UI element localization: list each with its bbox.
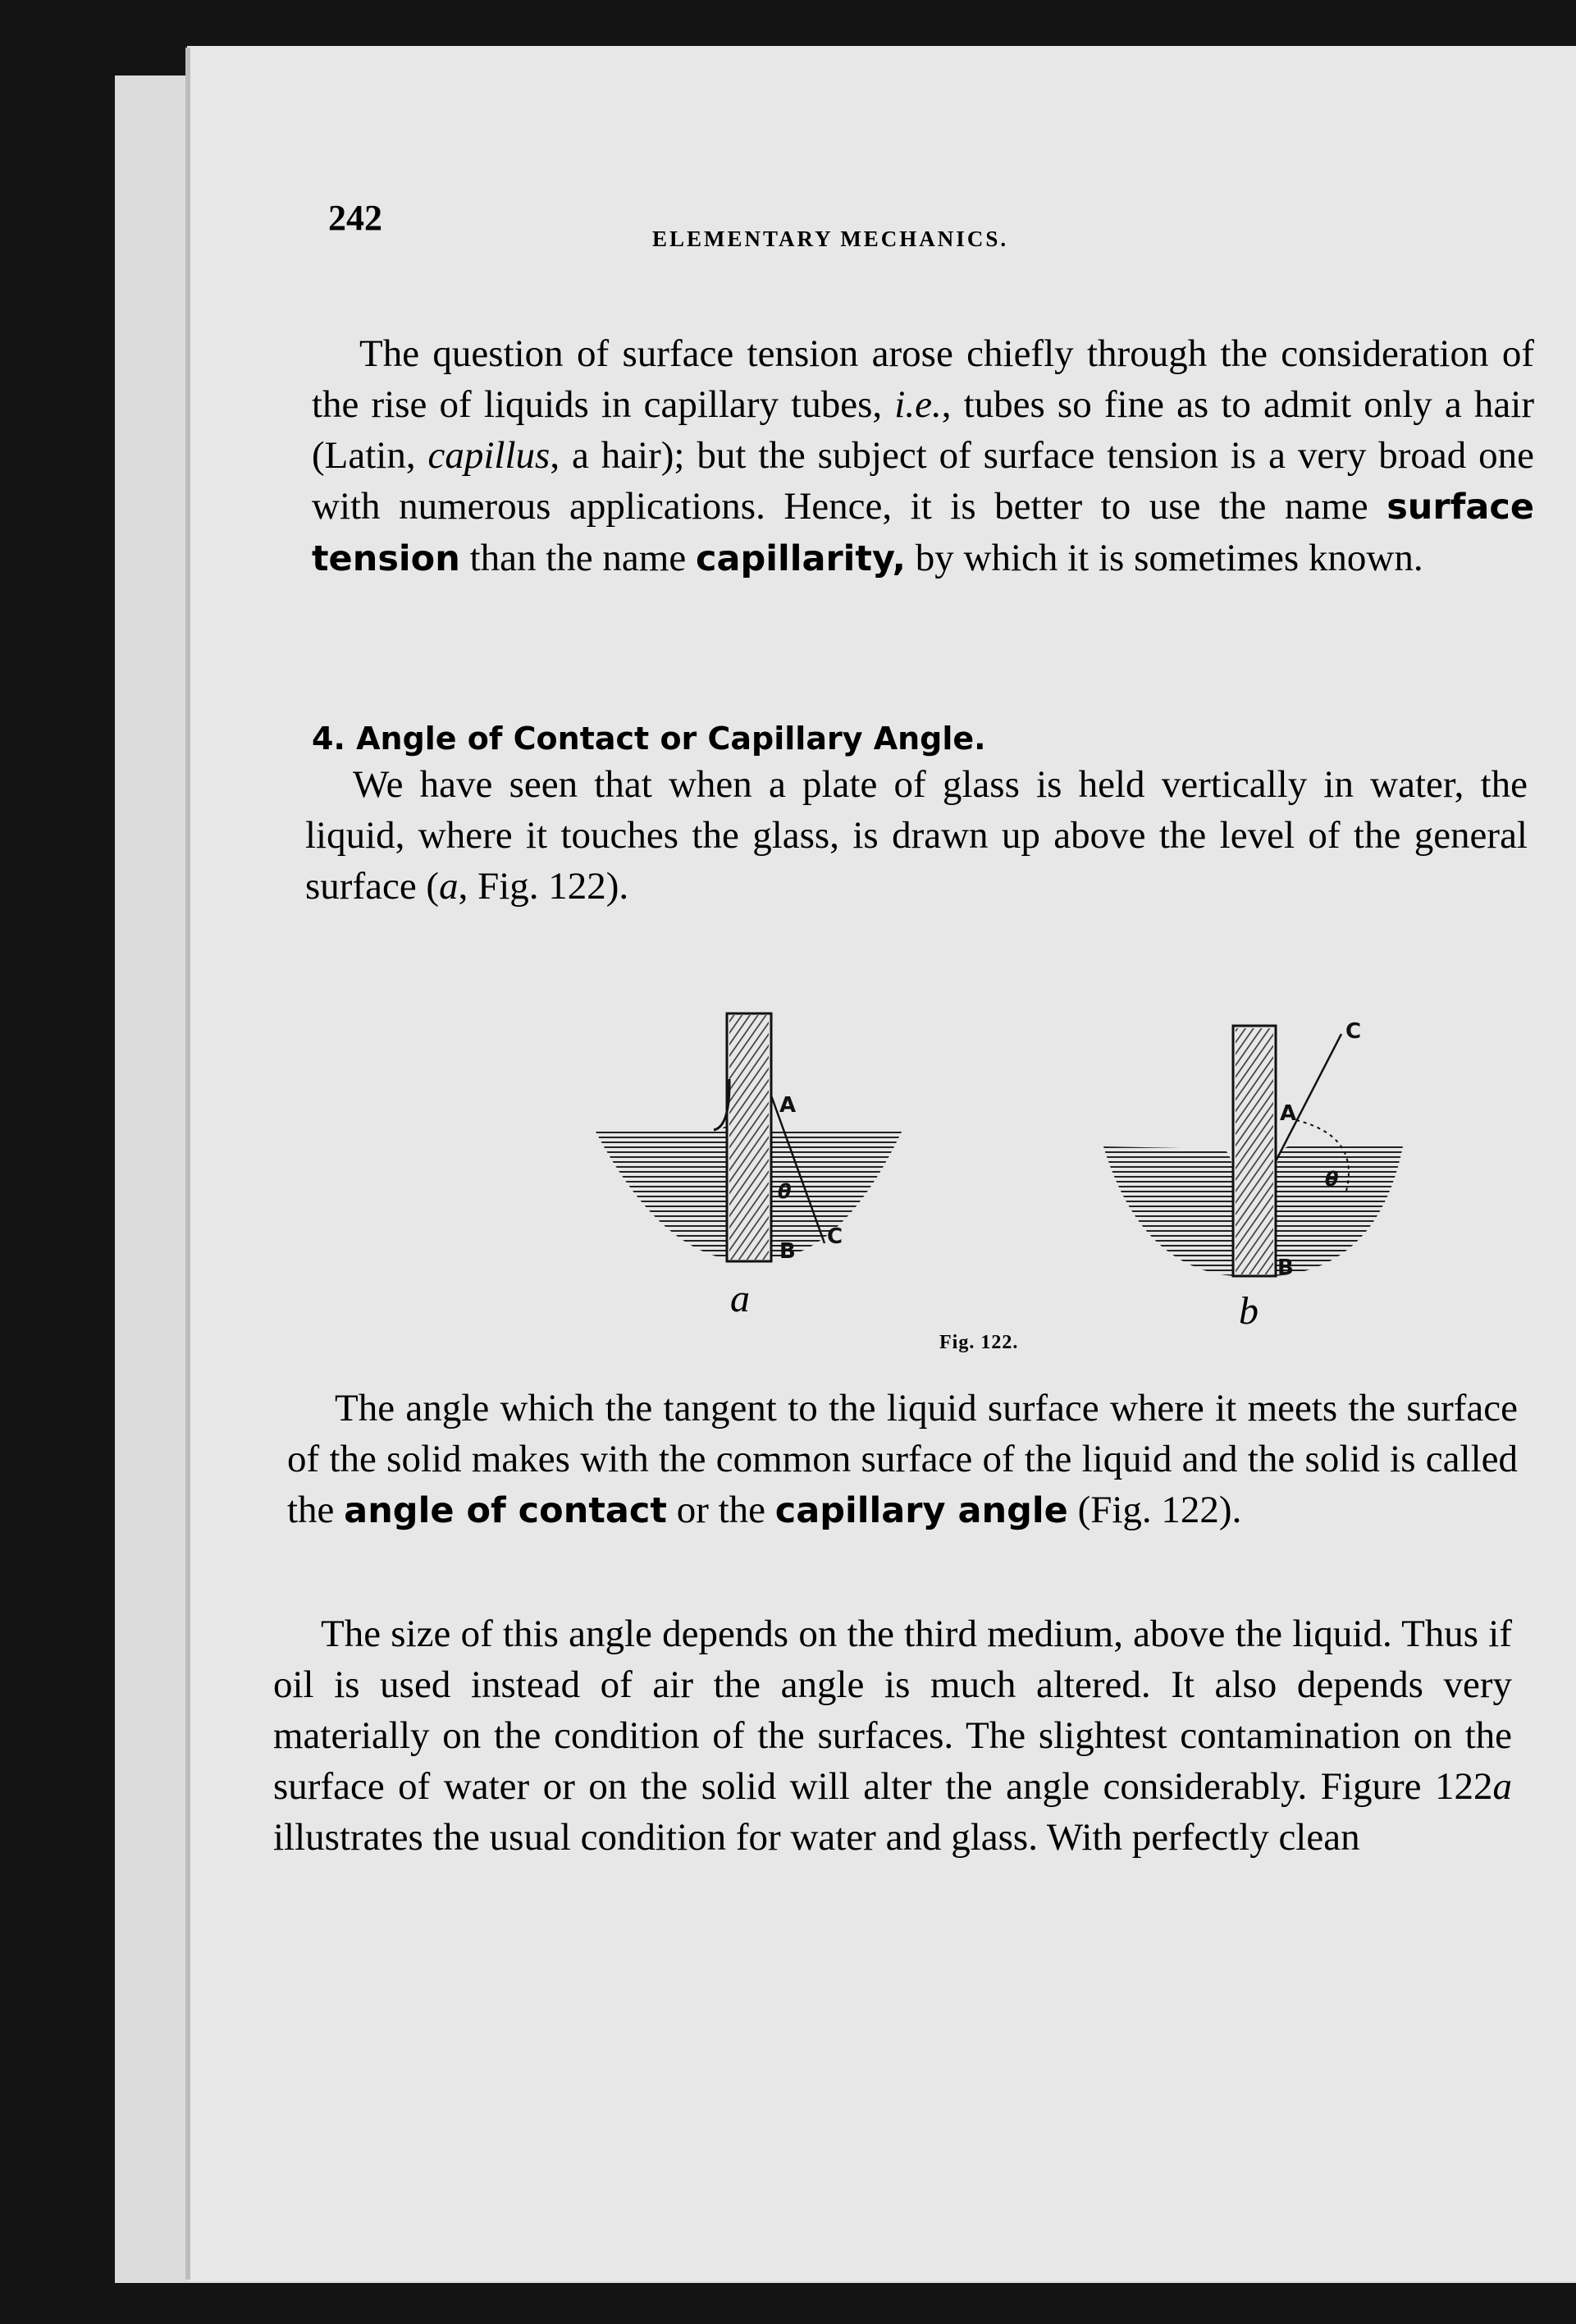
page-header xyxy=(328,197,1518,279)
section-heading: 4. Angle of Contact or Capillary Angle. xyxy=(312,721,986,757)
point-c-label-b: C xyxy=(1345,1019,1362,1044)
glass-plate-a-shading xyxy=(729,1015,769,1260)
para4-text-2: illustrates the usual condition for water and glass. With perfectly clean xyxy=(273,1816,1360,1859)
term-angle-of-contact: angle of contact xyxy=(344,1490,667,1531)
para1-text-4: than the name xyxy=(459,537,696,579)
theta-label-a: θ xyxy=(778,1180,792,1203)
point-b-label-b: B xyxy=(1277,1256,1294,1280)
running-head: ELEMENTARY MECHANICS. xyxy=(652,226,1009,251)
figure-label-b: b xyxy=(1239,1289,1259,1333)
term-capillary-angle: capillary angle xyxy=(774,1490,1068,1531)
para1-text-2: , tubes so fine as to admit only a hair (Latin, xyxy=(312,383,1534,477)
paragraph-surface-tension xyxy=(312,328,1534,584)
para1-capillus: capillus xyxy=(427,434,550,477)
figure-122-drawing xyxy=(574,997,1436,1342)
figure-caption: Fig. 122. xyxy=(939,1332,1019,1353)
para3-text-3: (Fig. 122). xyxy=(1067,1489,1242,1531)
para1-text-3: , a hair); but the subject of surface tension is a very broad one with numerous applications. Hence, it is better to use the name xyxy=(312,434,1535,528)
paragraph-angle-size xyxy=(273,1608,1512,1863)
figure-a-drawing xyxy=(595,1013,902,1264)
para2-a: a xyxy=(439,865,459,908)
point-a-label-b: A xyxy=(1280,1101,1297,1126)
term-capillarity: capillarity, xyxy=(695,538,907,579)
para1-text-1: The question of surface tension arose chiefly through the consideration of the rise of liquids in capillary tubes, xyxy=(312,332,1534,426)
para4-a: a xyxy=(1492,1765,1512,1808)
liquid-left-b xyxy=(1103,1146,1233,1276)
glass-plate-b-shading xyxy=(1236,1028,1273,1274)
liquid-left-a xyxy=(595,1096,730,1260)
theta-label-b: θ xyxy=(1325,1168,1339,1191)
figure-b-drawing xyxy=(1103,1019,1403,1280)
page-edge xyxy=(185,48,190,2280)
para1-ie: i.e. xyxy=(894,383,942,426)
para2-text-1: We have seen that when a plate of glass is held vertically in water, the liquid, where it touches the glass, is drawn up above the level of the general surface ( xyxy=(305,763,1528,908)
figure-label-a: a xyxy=(730,1277,750,1320)
liquid-right-b xyxy=(1276,1146,1403,1276)
figure-122 xyxy=(574,997,1436,1383)
paragraph-angle-of-contact xyxy=(287,1383,1518,1536)
para1-text-5: by which it is sometimes known. xyxy=(906,537,1423,579)
term-surface-tension: surface tension xyxy=(312,487,1534,579)
para3-text-2: or the xyxy=(666,1489,775,1531)
point-b-label-a: B xyxy=(779,1239,796,1264)
point-a-label-a: A xyxy=(779,1093,797,1118)
tangent-b xyxy=(1276,1034,1341,1161)
page-number: 242 xyxy=(328,198,382,238)
point-c-label-a: C xyxy=(827,1224,843,1249)
paragraph-glass-plate xyxy=(305,759,1528,912)
para3-text-1: The angle which the tangent to the liquid surface where it meets the surface of the solid makes with the common surface of the liquid and the solid is called the xyxy=(287,1387,1518,1531)
para2-text-2: , Fig. 122). xyxy=(458,865,629,908)
para4-text-1: The size of this angle depends on the third medium, above the liquid. Thus if oil is used instead of air the angle is much altered. It also depends very materially on the condition of the surfaces. The slightest contamination on the surface of water or on the solid will alter the angle considerably. Figure 122 xyxy=(273,1613,1512,1808)
